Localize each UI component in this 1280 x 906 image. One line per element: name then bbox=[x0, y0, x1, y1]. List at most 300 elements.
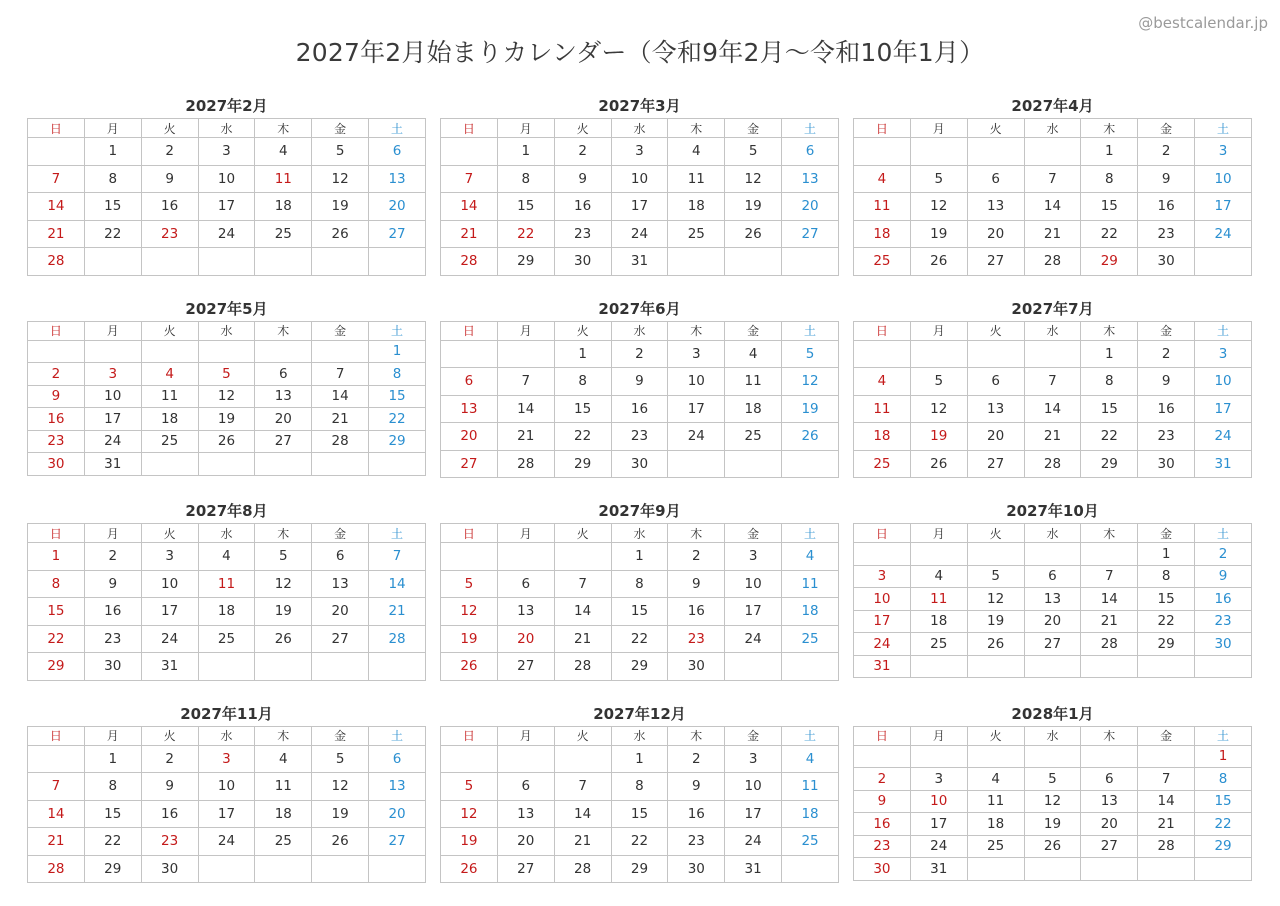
day-cell: 3 bbox=[1195, 138, 1252, 166]
day-cell: 19 bbox=[312, 193, 369, 221]
day-cell: 18 bbox=[141, 408, 198, 431]
month-title: 2028年1月 bbox=[1011, 704, 1094, 723]
weekday-header-row bbox=[28, 321, 426, 340]
empty-day-cell bbox=[910, 745, 967, 768]
empty-day-cell bbox=[441, 138, 498, 166]
day-cell: 1 bbox=[28, 543, 85, 571]
day-cell: 25 bbox=[854, 450, 911, 478]
day-cell: 12 bbox=[441, 800, 498, 828]
day-cell: 21 bbox=[1024, 423, 1081, 451]
week-row bbox=[854, 768, 1252, 791]
day-cell: 27 bbox=[967, 248, 1024, 276]
day-cell: 25 bbox=[910, 633, 967, 656]
weekday-header: 金 bbox=[312, 524, 369, 543]
day-cell: 24 bbox=[611, 220, 668, 248]
day-cell: 6 bbox=[441, 368, 498, 396]
day-cell: 4 bbox=[141, 363, 198, 386]
day-cell: 2 bbox=[1138, 340, 1195, 368]
day-cell: 26 bbox=[441, 653, 498, 681]
weekday-header: 火 bbox=[554, 321, 611, 340]
week-row bbox=[854, 220, 1252, 248]
day-cell: 5 bbox=[910, 165, 967, 193]
day-cell: 16 bbox=[554, 193, 611, 221]
weekday-header: 水 bbox=[611, 119, 668, 138]
empty-day-cell bbox=[141, 248, 198, 276]
day-cell: 31 bbox=[84, 453, 141, 476]
day-cell: 30 bbox=[611, 450, 668, 478]
day-cell: 21 bbox=[28, 828, 85, 856]
day-cell: 7 bbox=[312, 363, 369, 386]
day-cell: 27 bbox=[497, 653, 554, 681]
day-cell: 25 bbox=[668, 220, 725, 248]
week-row bbox=[854, 193, 1252, 221]
weekday-header: 水 bbox=[1024, 524, 1081, 543]
month-table bbox=[853, 726, 1252, 881]
day-cell: 3 bbox=[668, 340, 725, 368]
day-cell: 2 bbox=[554, 138, 611, 166]
day-cell: 12 bbox=[910, 193, 967, 221]
day-cell: 9 bbox=[84, 570, 141, 598]
day-cell: 24 bbox=[141, 625, 198, 653]
day-cell: 6 bbox=[1024, 565, 1081, 588]
day-cell: 14 bbox=[369, 570, 426, 598]
weekday-header: 火 bbox=[967, 321, 1024, 340]
day-cell: 3 bbox=[198, 745, 255, 773]
day-cell: 26 bbox=[910, 450, 967, 478]
day-cell: 12 bbox=[312, 165, 369, 193]
day-cell: 15 bbox=[1081, 193, 1138, 221]
day-cell: 8 bbox=[1195, 768, 1252, 791]
day-cell: 23 bbox=[28, 430, 85, 453]
day-cell: 24 bbox=[1195, 423, 1252, 451]
month-title: 2027年6月 bbox=[598, 299, 681, 318]
day-cell: 26 bbox=[198, 430, 255, 453]
month-calendar bbox=[853, 702, 1252, 884]
day-cell: 29 bbox=[1138, 633, 1195, 656]
day-cell: 6 bbox=[1081, 768, 1138, 791]
day-cell: 4 bbox=[198, 543, 255, 571]
weekday-header: 木 bbox=[255, 321, 312, 340]
day-cell: 10 bbox=[84, 385, 141, 408]
empty-day-cell bbox=[1024, 340, 1081, 368]
day-cell: 5 bbox=[255, 543, 312, 571]
day-cell: 26 bbox=[255, 625, 312, 653]
day-cell: 15 bbox=[1138, 588, 1195, 611]
month-calendar bbox=[440, 297, 839, 479]
empty-day-cell bbox=[84, 248, 141, 276]
day-cell: 17 bbox=[910, 813, 967, 836]
day-cell: 25 bbox=[725, 423, 782, 451]
weekday-header: 木 bbox=[255, 726, 312, 745]
day-cell: 6 bbox=[782, 138, 839, 166]
week-row bbox=[28, 745, 426, 773]
day-cell: 28 bbox=[312, 430, 369, 453]
day-cell: 14 bbox=[1024, 193, 1081, 221]
month-title: 2027年11月 bbox=[180, 704, 273, 723]
week-row bbox=[28, 340, 426, 363]
day-cell: 23 bbox=[141, 828, 198, 856]
weekday-header: 火 bbox=[967, 524, 1024, 543]
day-cell: 10 bbox=[725, 773, 782, 801]
month-table bbox=[440, 118, 839, 276]
empty-day-cell bbox=[198, 855, 255, 883]
week-row bbox=[854, 565, 1252, 588]
weekday-header-row bbox=[854, 119, 1252, 138]
day-cell: 19 bbox=[910, 423, 967, 451]
day-cell: 13 bbox=[782, 165, 839, 193]
day-cell: 16 bbox=[854, 813, 911, 836]
day-cell: 24 bbox=[668, 423, 725, 451]
day-cell: 25 bbox=[198, 625, 255, 653]
weekday-header-row bbox=[28, 119, 426, 138]
day-cell: 31 bbox=[725, 855, 782, 883]
day-cell: 12 bbox=[967, 588, 1024, 611]
month-table bbox=[440, 726, 839, 884]
weekday-header: 月 bbox=[497, 726, 554, 745]
empty-day-cell bbox=[141, 453, 198, 476]
day-cell: 16 bbox=[141, 800, 198, 828]
empty-day-cell bbox=[312, 653, 369, 681]
empty-day-cell bbox=[312, 453, 369, 476]
day-cell: 11 bbox=[255, 165, 312, 193]
weekday-header: 月 bbox=[910, 726, 967, 745]
day-cell: 18 bbox=[782, 598, 839, 626]
weekday-header: 月 bbox=[497, 524, 554, 543]
day-cell: 30 bbox=[554, 248, 611, 276]
weekday-header: 火 bbox=[554, 726, 611, 745]
day-cell: 15 bbox=[28, 598, 85, 626]
week-row bbox=[28, 193, 426, 221]
day-cell: 3 bbox=[725, 543, 782, 571]
week-row bbox=[28, 248, 426, 276]
day-cell: 4 bbox=[782, 745, 839, 773]
weekday-header: 木 bbox=[1081, 524, 1138, 543]
month-table bbox=[440, 321, 839, 479]
week-row bbox=[854, 790, 1252, 813]
weekday-header: 日 bbox=[28, 321, 85, 340]
day-cell: 16 bbox=[1138, 193, 1195, 221]
day-cell: 8 bbox=[84, 773, 141, 801]
day-cell: 28 bbox=[1138, 835, 1195, 858]
empty-day-cell bbox=[967, 858, 1024, 881]
day-cell: 4 bbox=[854, 368, 911, 396]
day-cell: 20 bbox=[1081, 813, 1138, 836]
day-cell: 10 bbox=[611, 165, 668, 193]
weekday-header: 日 bbox=[854, 524, 911, 543]
site-credit: @bestcalendar.jp bbox=[1138, 14, 1268, 32]
day-cell: 9 bbox=[668, 773, 725, 801]
day-cell: 1 bbox=[1138, 543, 1195, 566]
empty-day-cell bbox=[1195, 858, 1252, 881]
day-cell: 15 bbox=[611, 598, 668, 626]
month-table bbox=[853, 523, 1252, 678]
day-cell: 3 bbox=[611, 138, 668, 166]
day-cell: 7 bbox=[28, 165, 85, 193]
day-cell: 11 bbox=[725, 368, 782, 396]
day-cell: 19 bbox=[967, 610, 1024, 633]
empty-day-cell bbox=[910, 340, 967, 368]
day-cell: 21 bbox=[1081, 610, 1138, 633]
empty-day-cell bbox=[854, 543, 911, 566]
day-cell: 21 bbox=[369, 598, 426, 626]
weekday-header: 日 bbox=[28, 524, 85, 543]
day-cell: 16 bbox=[611, 395, 668, 423]
empty-day-cell bbox=[910, 138, 967, 166]
week-row bbox=[854, 633, 1252, 656]
empty-day-cell bbox=[1195, 655, 1252, 678]
day-cell: 6 bbox=[967, 368, 1024, 396]
week-row bbox=[854, 368, 1252, 396]
day-cell: 29 bbox=[1081, 450, 1138, 478]
day-cell: 10 bbox=[668, 368, 725, 396]
day-cell: 15 bbox=[1081, 395, 1138, 423]
month-calendar bbox=[853, 297, 1252, 479]
day-cell: 7 bbox=[28, 773, 85, 801]
day-cell: 5 bbox=[967, 565, 1024, 588]
empty-day-cell bbox=[497, 543, 554, 571]
empty-day-cell bbox=[910, 543, 967, 566]
month-title: 2027年3月 bbox=[598, 97, 681, 115]
month-table bbox=[27, 523, 426, 681]
day-cell: 10 bbox=[854, 588, 911, 611]
day-cell: 20 bbox=[497, 625, 554, 653]
empty-day-cell bbox=[967, 655, 1024, 678]
weekday-header-row bbox=[441, 524, 839, 543]
day-cell: 23 bbox=[1138, 423, 1195, 451]
week-row bbox=[854, 138, 1252, 166]
day-cell: 27 bbox=[497, 855, 554, 883]
day-cell: 12 bbox=[312, 773, 369, 801]
day-cell: 21 bbox=[554, 828, 611, 856]
month-calendar bbox=[853, 499, 1252, 681]
day-cell: 15 bbox=[369, 385, 426, 408]
day-cell: 10 bbox=[141, 570, 198, 598]
day-cell: 13 bbox=[312, 570, 369, 598]
weekday-header-row bbox=[28, 524, 426, 543]
day-cell: 20 bbox=[312, 598, 369, 626]
day-cell: 23 bbox=[141, 220, 198, 248]
day-cell: 12 bbox=[910, 395, 967, 423]
day-cell: 26 bbox=[441, 855, 498, 883]
day-cell: 13 bbox=[369, 165, 426, 193]
empty-day-cell bbox=[441, 543, 498, 571]
weekday-header-row bbox=[854, 321, 1252, 340]
month-title: 2027年4月 bbox=[1011, 97, 1094, 115]
day-cell: 18 bbox=[255, 800, 312, 828]
weekday-header: 水 bbox=[611, 726, 668, 745]
day-cell: 18 bbox=[782, 800, 839, 828]
month-table bbox=[27, 321, 426, 476]
empty-day-cell bbox=[854, 745, 911, 768]
day-cell: 19 bbox=[1024, 813, 1081, 836]
weekday-header: 木 bbox=[668, 524, 725, 543]
week-row bbox=[441, 855, 839, 883]
month-calendar bbox=[27, 702, 426, 884]
week-row bbox=[854, 835, 1252, 858]
day-cell: 1 bbox=[369, 340, 426, 363]
day-cell: 15 bbox=[554, 395, 611, 423]
day-cell: 12 bbox=[725, 165, 782, 193]
day-cell: 20 bbox=[1024, 610, 1081, 633]
day-cell: 20 bbox=[967, 220, 1024, 248]
month-table bbox=[440, 523, 839, 681]
day-cell: 30 bbox=[1195, 633, 1252, 656]
weekday-header: 土 bbox=[369, 119, 426, 138]
day-cell: 14 bbox=[1138, 790, 1195, 813]
day-cell: 3 bbox=[141, 543, 198, 571]
day-cell: 17 bbox=[198, 800, 255, 828]
day-cell: 2 bbox=[668, 543, 725, 571]
day-cell: 13 bbox=[369, 773, 426, 801]
empty-day-cell bbox=[312, 248, 369, 276]
day-cell: 2 bbox=[854, 768, 911, 791]
day-cell: 20 bbox=[369, 193, 426, 221]
week-row bbox=[28, 165, 426, 193]
day-cell: 2 bbox=[1195, 543, 1252, 566]
week-row bbox=[28, 598, 426, 626]
week-row bbox=[854, 655, 1252, 678]
week-row bbox=[441, 653, 839, 681]
week-row bbox=[854, 543, 1252, 566]
day-cell: 31 bbox=[910, 858, 967, 881]
day-cell: 16 bbox=[84, 598, 141, 626]
empty-day-cell bbox=[854, 340, 911, 368]
day-cell: 25 bbox=[782, 625, 839, 653]
weekday-header: 木 bbox=[1081, 119, 1138, 138]
empty-day-cell bbox=[28, 340, 85, 363]
weekday-header: 土 bbox=[1195, 524, 1252, 543]
day-cell: 9 bbox=[1195, 565, 1252, 588]
day-cell: 1 bbox=[84, 745, 141, 773]
weekday-header: 月 bbox=[84, 119, 141, 138]
day-cell: 22 bbox=[1138, 610, 1195, 633]
day-cell: 26 bbox=[782, 423, 839, 451]
month-calendar bbox=[440, 499, 839, 681]
week-row bbox=[854, 423, 1252, 451]
day-cell: 30 bbox=[854, 858, 911, 881]
day-cell: 22 bbox=[554, 423, 611, 451]
day-cell: 7 bbox=[554, 570, 611, 598]
week-row bbox=[854, 858, 1252, 881]
day-cell: 9 bbox=[554, 165, 611, 193]
weekday-header: 土 bbox=[782, 524, 839, 543]
day-cell: 5 bbox=[910, 368, 967, 396]
day-cell: 30 bbox=[1138, 450, 1195, 478]
day-cell: 1 bbox=[1081, 340, 1138, 368]
weekday-header-row bbox=[854, 726, 1252, 745]
empty-day-cell bbox=[967, 138, 1024, 166]
weekday-header: 土 bbox=[1195, 119, 1252, 138]
day-cell: 6 bbox=[369, 745, 426, 773]
day-cell: 4 bbox=[854, 165, 911, 193]
week-row bbox=[854, 340, 1252, 368]
day-cell: 11 bbox=[854, 395, 911, 423]
day-cell: 21 bbox=[441, 220, 498, 248]
empty-day-cell bbox=[497, 340, 554, 368]
empty-day-cell bbox=[1024, 858, 1081, 881]
day-cell: 27 bbox=[255, 430, 312, 453]
week-row bbox=[441, 543, 839, 571]
empty-day-cell bbox=[1024, 543, 1081, 566]
day-cell: 17 bbox=[1195, 395, 1252, 423]
day-cell: 14 bbox=[441, 193, 498, 221]
day-cell: 4 bbox=[910, 565, 967, 588]
day-cell: 18 bbox=[725, 395, 782, 423]
month-title: 2027年10月 bbox=[1006, 502, 1099, 520]
week-row bbox=[28, 773, 426, 801]
day-cell: 30 bbox=[28, 453, 85, 476]
day-cell: 25 bbox=[854, 248, 911, 276]
day-cell: 2 bbox=[141, 745, 198, 773]
weekday-header: 日 bbox=[441, 726, 498, 745]
weekday-header: 木 bbox=[668, 321, 725, 340]
day-cell: 29 bbox=[554, 450, 611, 478]
day-cell: 5 bbox=[198, 363, 255, 386]
weekday-header: 火 bbox=[141, 726, 198, 745]
day-cell: 19 bbox=[910, 220, 967, 248]
empty-day-cell bbox=[782, 653, 839, 681]
day-cell: 7 bbox=[554, 773, 611, 801]
day-cell: 18 bbox=[910, 610, 967, 633]
day-cell: 28 bbox=[497, 450, 554, 478]
day-cell: 29 bbox=[1195, 835, 1252, 858]
day-cell: 11 bbox=[255, 773, 312, 801]
weekday-header: 火 bbox=[141, 119, 198, 138]
day-cell: 14 bbox=[1081, 588, 1138, 611]
day-cell: 22 bbox=[369, 408, 426, 431]
day-cell: 17 bbox=[725, 800, 782, 828]
day-cell: 17 bbox=[668, 395, 725, 423]
day-cell: 26 bbox=[1024, 835, 1081, 858]
day-cell: 12 bbox=[1024, 790, 1081, 813]
weekday-header: 金 bbox=[1138, 321, 1195, 340]
weekday-header: 月 bbox=[910, 524, 967, 543]
day-cell: 29 bbox=[497, 248, 554, 276]
day-cell: 4 bbox=[725, 340, 782, 368]
empty-day-cell bbox=[1195, 248, 1252, 276]
month-title: 2027年8月 bbox=[185, 502, 268, 520]
day-cell: 16 bbox=[1138, 395, 1195, 423]
week-row bbox=[854, 395, 1252, 423]
weekday-header: 日 bbox=[28, 119, 85, 138]
weekday-header: 木 bbox=[668, 119, 725, 138]
day-cell: 4 bbox=[668, 138, 725, 166]
weekday-header: 月 bbox=[910, 119, 967, 138]
day-cell: 11 bbox=[967, 790, 1024, 813]
day-cell: 27 bbox=[369, 220, 426, 248]
empty-day-cell bbox=[854, 138, 911, 166]
day-cell: 11 bbox=[782, 773, 839, 801]
day-cell: 29 bbox=[28, 653, 85, 681]
week-row bbox=[441, 220, 839, 248]
weekday-header: 木 bbox=[255, 119, 312, 138]
week-row bbox=[854, 813, 1252, 836]
day-cell: 21 bbox=[312, 408, 369, 431]
empty-day-cell bbox=[1024, 138, 1081, 166]
day-cell: 13 bbox=[497, 800, 554, 828]
weekday-header: 土 bbox=[1195, 321, 1252, 340]
empty-day-cell bbox=[554, 745, 611, 773]
day-cell: 12 bbox=[782, 368, 839, 396]
day-cell: 8 bbox=[1081, 368, 1138, 396]
week-row bbox=[28, 430, 426, 453]
weekday-header: 火 bbox=[554, 524, 611, 543]
day-cell: 2 bbox=[84, 543, 141, 571]
weekday-header: 火 bbox=[554, 119, 611, 138]
week-row bbox=[28, 800, 426, 828]
day-cell: 28 bbox=[28, 248, 85, 276]
day-cell: 18 bbox=[854, 423, 911, 451]
